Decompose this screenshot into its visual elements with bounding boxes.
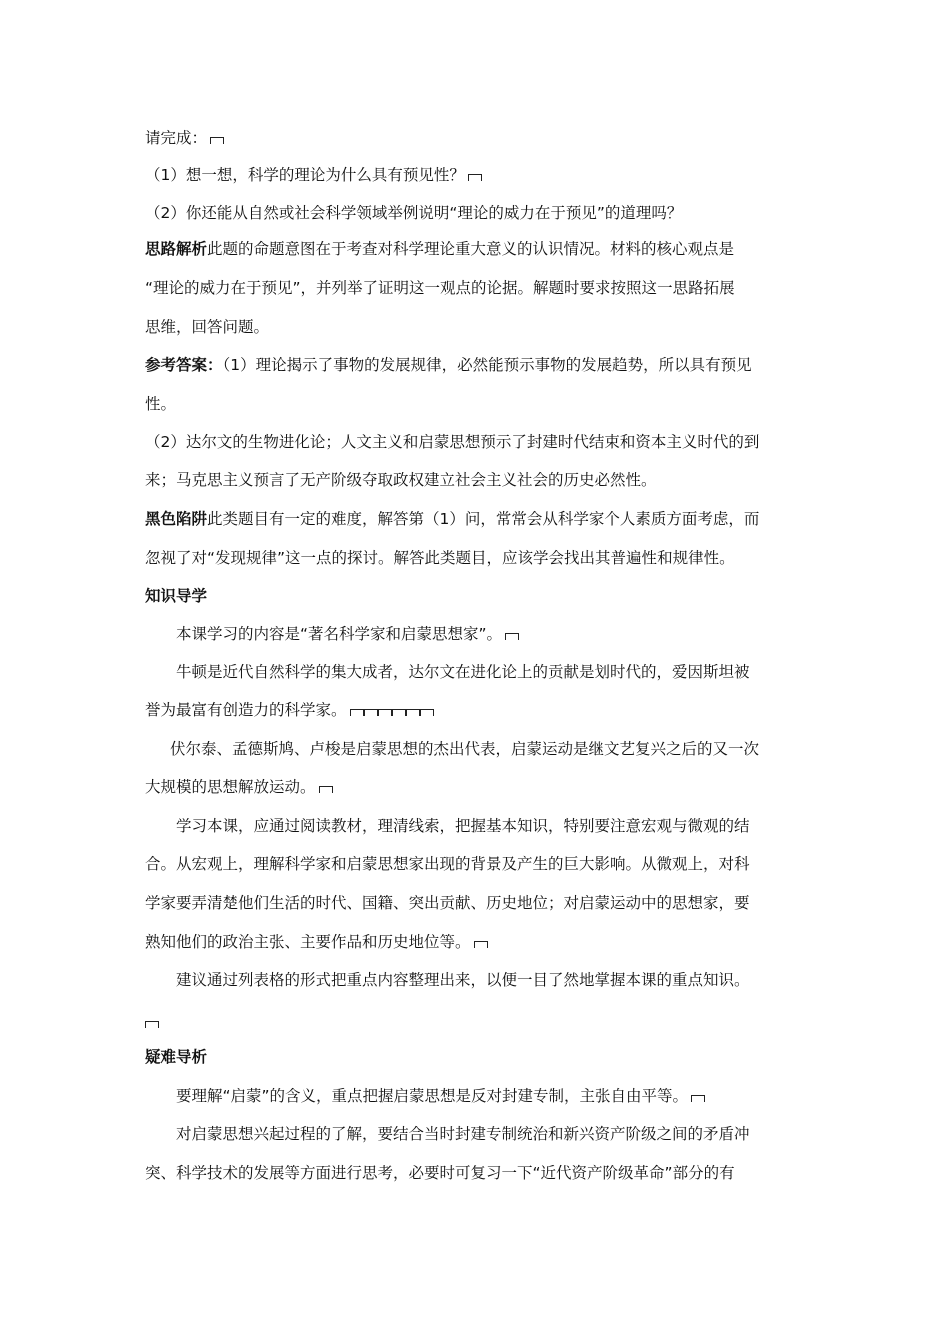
text-line: 学家要弄清楚他们生活的时代、国籍、突出贡献、历史地位；对启蒙运动中的思想家，要	[145, 894, 750, 912]
placeholder-mark	[505, 633, 519, 640]
placeholder-mark	[319, 786, 333, 793]
text-line	[176, 624, 519, 644]
text-line: 忽视了对“发现规律”这一点的探讨。解答此类题目，应该学会找出其普遍性和规律性。	[145, 549, 735, 567]
placeholder-mark	[145, 1021, 159, 1028]
placeholder-mark	[406, 709, 420, 716]
paragraph-text: 熟知他们的政治主张、主要作品和历史地位等。	[145, 933, 471, 951]
answer-text: （1）理论揭示了事物的发展规律，必然能预示事物的发展趋势，所以具有预见	[222, 356, 752, 374]
paragraph-text: 大规模的思想解放运动。	[145, 778, 316, 796]
text-line	[145, 128, 224, 148]
text-line	[145, 509, 759, 529]
placeholder-mark	[378, 709, 392, 716]
text-line	[145, 777, 333, 797]
trap-text: 此类题目有一定的难度，解答第（1）问，常常会从科学家个人素质方面考虑，而	[207, 510, 760, 528]
instruction-text: 请完成：	[145, 129, 208, 147]
placeholder-mark	[468, 174, 482, 181]
text-line: 学习本课，应通过阅读教材，理清线索，把握基本知识，特别要注意宏观与微观的结	[176, 817, 750, 835]
placeholder-mark	[364, 709, 378, 716]
text-line	[145, 355, 752, 375]
section-label-answer: 参考答案：	[145, 356, 223, 374]
text-line: “理论的威力在于预见”，并列举了证明这一观点的论据。解题时要求按照这一思路拓展	[145, 279, 735, 297]
placeholder-mark	[392, 709, 406, 716]
text-line: 建议通过列表格的形式把重点内容整理出来，以便一目了然地掌握本课的重点知识。	[176, 971, 750, 989]
text-line: 伏尔泰、孟德斯鸠、卢梭是启蒙思想的杰出代表，启蒙运动是继文艺复兴之后的又一次	[170, 740, 760, 758]
text-line	[176, 1086, 705, 1106]
paragraph-text: 誉为最富有创造力的科学家。	[145, 701, 347, 719]
text-line: 来；马克思主义预言了无产阶级夺取政权建立社会主义社会的历史必然性。	[145, 471, 657, 489]
section-label-analysis: 思路解析	[145, 240, 208, 258]
placeholder-mark	[474, 941, 488, 948]
paragraph-text: 本课学习的内容是“著名科学家和启蒙思想家”。	[176, 625, 503, 643]
placeholder-mark	[350, 709, 364, 716]
placeholder-mark	[420, 709, 434, 716]
text-line: 对启蒙思想兴起过程的了解，要结合当时封建专制统治和新兴资产阶级之间的矛盾冲	[176, 1125, 750, 1143]
text-line	[145, 700, 434, 720]
text-line	[145, 932, 488, 952]
section-heading-knowledge: 知识导学	[145, 587, 208, 605]
question-1-text: （1）想一想，科学的理论为什么具有预见性？	[145, 166, 465, 184]
section-heading-difficulty: 疑难导析	[145, 1048, 208, 1066]
text-line: 突、科学技术的发展等方面进行思考，必要时可复习一下“近代资产阶级革命”部分的有	[145, 1164, 735, 1182]
placeholder-mark	[691, 1095, 705, 1102]
analysis-text: 此题的命题意图在于考查对科学理论重大意义的认识情况。材料的核心观点是	[207, 240, 735, 258]
text-line: 合。从宏观上，理解科学家和启蒙思想家出现的背景及产生的巨大影响。从微观上，对科	[145, 855, 750, 873]
question-1	[145, 165, 482, 185]
question-2: （2）你还能从自然或社会科学领域举例说明“理论的威力在于预见”的道理吗？	[145, 204, 683, 222]
text-line: 牛顿是近代自然科学的集大成者，达尔文在进化论上的贡献是划时代的，爱因斯坦被	[176, 663, 750, 681]
text-line	[145, 1012, 159, 1032]
section-label-trap: 黑色陷阱	[145, 510, 208, 528]
placeholder-mark	[210, 137, 224, 144]
text-line: 性。	[145, 395, 177, 413]
text-line	[145, 239, 734, 259]
text-line: （2）达尔文的生物进化论；人文主义和启蒙思想预示了封建时代结束和资本主义时代的到	[145, 433, 760, 451]
paragraph-text: 要理解“启蒙”的含义，重点把握启蒙思想是反对封建专制，主张自由平等。	[176, 1087, 689, 1105]
text-line: 思维，回答问题。	[145, 318, 270, 336]
